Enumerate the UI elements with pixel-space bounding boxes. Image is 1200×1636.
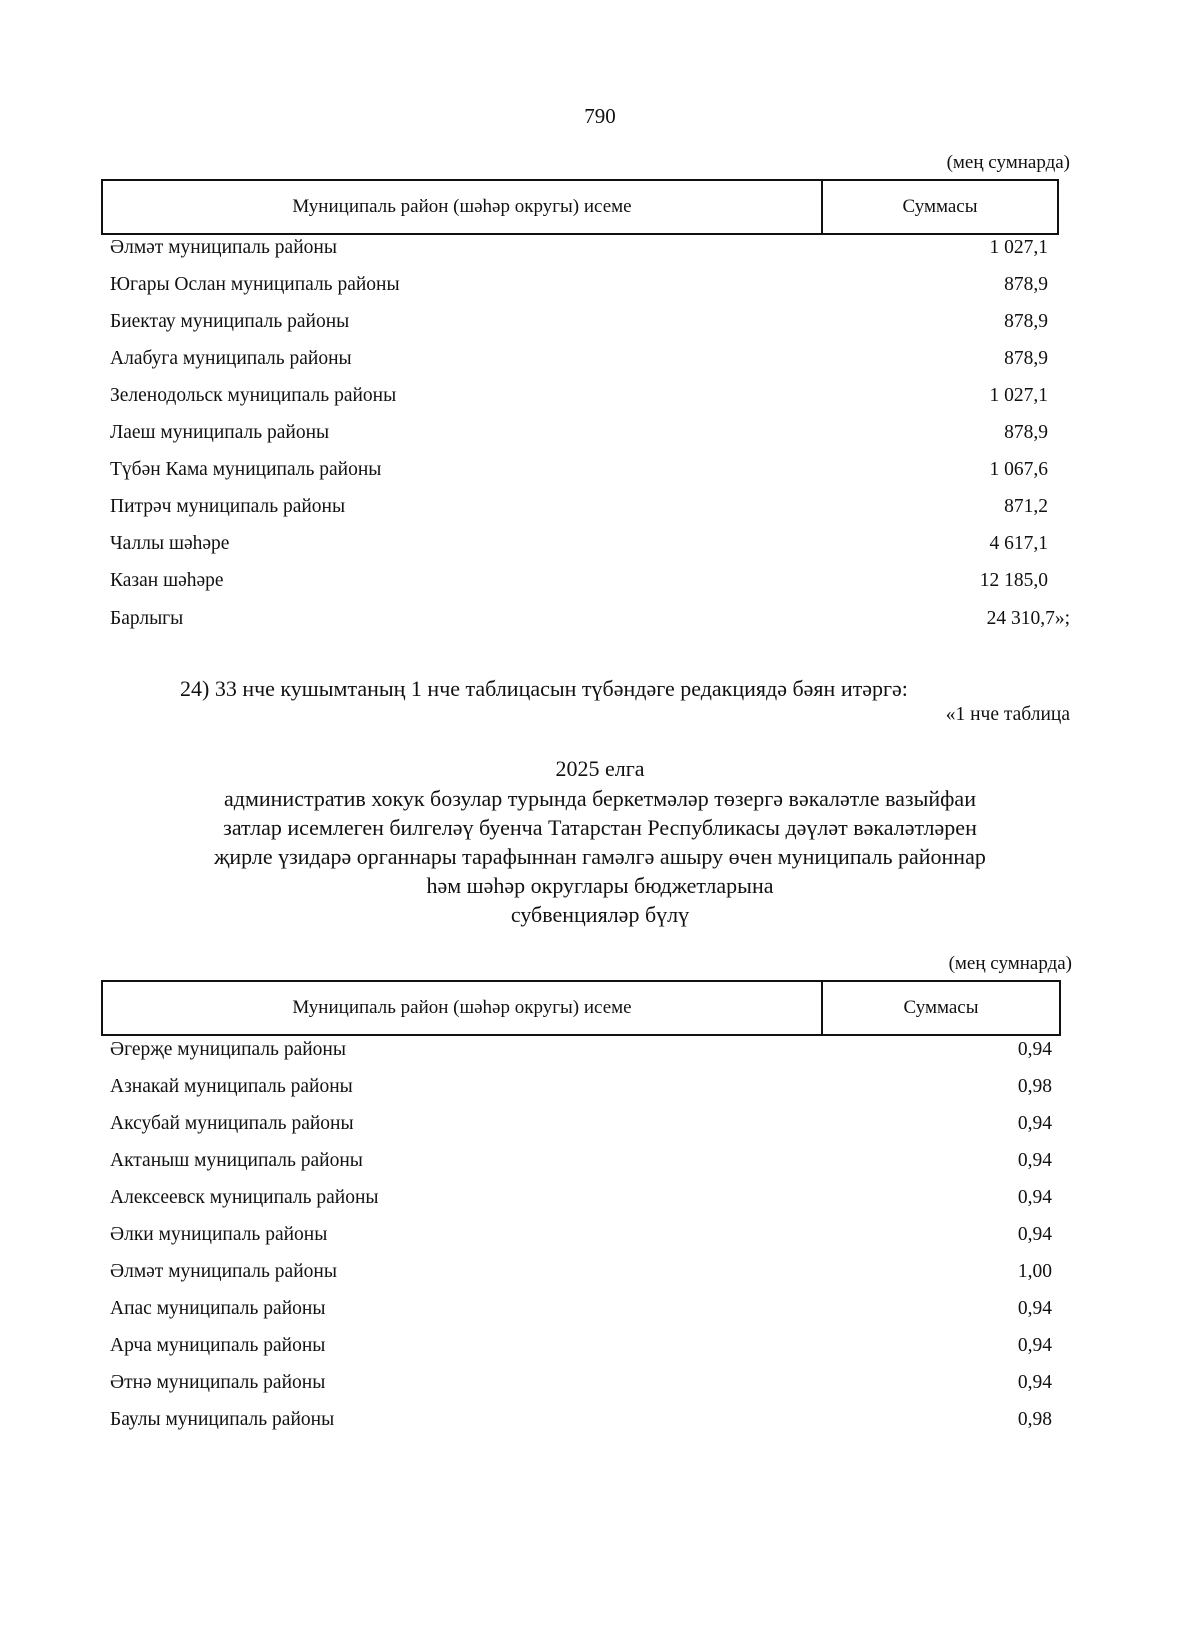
table-row — [110, 377, 1048, 414]
table-row — [110, 1290, 1052, 1327]
row-name: Алексеевск муниципаль районы — [110, 1186, 379, 1208]
table1-header-name: Муниципаль район (шәһәр округы) исеме — [103, 181, 823, 233]
table-row — [110, 525, 1048, 562]
row-name: Лаеш муниципаль районы — [110, 421, 330, 443]
table-row — [110, 1364, 1052, 1401]
row-sum: 24 310,7»; — [986, 607, 1070, 629]
table-row — [110, 488, 1048, 525]
table-row — [110, 1216, 1052, 1253]
row-sum: 0,94 — [1017, 1112, 1052, 1134]
title-line: субвенцияләр бүлү — [510, 902, 690, 927]
row-name: Әлки муниципаль районы — [110, 1223, 328, 1245]
row-sum: 0,94 — [1017, 1038, 1052, 1060]
row-name: Апас муниципаль районы — [110, 1297, 326, 1319]
table2-header-name: Муниципаль район (шәһәр округы) исеме — [103, 982, 823, 1034]
row-name: Түбән Кама муниципаль районы — [110, 458, 382, 480]
row-sum: 12 185,0 — [979, 569, 1048, 591]
row-sum: 878,9 — [1004, 421, 1048, 443]
table-row — [110, 266, 1048, 303]
row-name: Актаныш муниципаль районы — [110, 1149, 363, 1171]
table-row — [110, 303, 1048, 340]
units-label-table1: (мең сумнарда) — [946, 152, 1070, 173]
table-row — [110, 1401, 1052, 1438]
row-sum: 1 067,6 — [989, 458, 1048, 480]
title-line: административ хокук бозулар турында беркетмәләр төзергә вәкаләтле вазыйфаи — [224, 786, 976, 811]
row-sum: 871,2 — [1004, 495, 1048, 517]
table2-header-sum: Суммасы — [903, 997, 979, 1018]
title-line: 2025 елга — [555, 756, 645, 781]
row-sum: 0,98 — [1017, 1408, 1052, 1430]
row-name: Азнакай муниципаль районы — [110, 1075, 353, 1097]
row-sum: 0,94 — [1017, 1149, 1052, 1171]
table-row — [110, 229, 1048, 266]
title-line: җирле үзидарә органнары тарафыннан гамәлгә ашыру өчен муниципаль районнар — [214, 844, 986, 869]
row-sum: 1 027,1 — [989, 236, 1048, 258]
table-row-total — [110, 600, 1070, 637]
row-name: Биектау муниципаль районы — [110, 310, 350, 332]
row-sum: 0,94 — [1017, 1297, 1052, 1319]
row-sum: 878,9 — [1004, 273, 1048, 295]
title-line: затлар исемлеген билгеләү буенча Татарстан Республикасы дәүләт вәкаләтләрен — [223, 815, 977, 840]
row-sum: 0,94 — [1017, 1334, 1052, 1356]
row-sum: 1 027,1 — [989, 384, 1048, 406]
row-sum: 1,00 — [1017, 1260, 1052, 1282]
table-row — [110, 451, 1048, 488]
table-row — [110, 340, 1048, 377]
row-sum: 878,9 — [1004, 347, 1048, 369]
table2-header — [101, 980, 1061, 1036]
row-name: Әгерҗе муниципаль районы — [110, 1038, 346, 1060]
row-name: Алабуга муниципаль районы — [110, 347, 352, 369]
row-name: Чаллы шәһәре — [110, 532, 230, 554]
table1-header-sum: Суммасы — [902, 196, 978, 217]
row-name: Әлмәт муниципаль районы — [110, 236, 337, 258]
row-name: Зеленодольск муниципаль районы — [110, 384, 397, 406]
row-sum: 0,94 — [1017, 1371, 1052, 1393]
units-label-table2: (мең сумнарда) — [948, 953, 1072, 974]
row-sum: 0,98 — [1017, 1075, 1052, 1097]
table1-header — [101, 179, 1059, 235]
row-name: Арча муниципаль районы — [110, 1334, 326, 1356]
row-name: Аксубай муниципаль районы — [110, 1112, 354, 1134]
row-name: Баулы муниципаль районы — [110, 1408, 335, 1430]
row-name: Казан шәһәре — [110, 569, 224, 591]
row-sum: 0,94 — [1017, 1186, 1052, 1208]
instruction-paragraph: 24) 33 нче кушымтаның 1 нче таблицасын түбәндәге редакциядә бәян итәргә: — [180, 676, 908, 701]
row-name: Әтнә муниципаль районы — [110, 1371, 326, 1393]
table-row — [110, 1068, 1052, 1105]
row-sum: 4 617,1 — [989, 532, 1048, 554]
row-sum: 878,9 — [1004, 310, 1048, 332]
row-name: Питрәч муниципаль районы — [110, 495, 346, 517]
page-number: 790 — [584, 104, 616, 128]
table-row — [110, 1327, 1052, 1364]
table-row — [110, 414, 1048, 451]
row-sum: 0,94 — [1017, 1223, 1052, 1245]
table-label: «1 нче таблица — [945, 704, 1070, 725]
table-row — [110, 1105, 1052, 1142]
table-row — [110, 1142, 1052, 1179]
table-row — [110, 562, 1048, 599]
title-line: һәм шәһәр округлары бюджетларына — [426, 873, 774, 898]
table-row — [110, 1179, 1052, 1216]
table-row — [110, 1031, 1052, 1068]
table-row — [110, 1253, 1052, 1290]
row-name: Барлыгы — [110, 607, 184, 629]
row-name: Әлмәт муниципаль районы — [110, 1260, 337, 1282]
row-name: Югары Ослан муниципаль районы — [110, 273, 400, 295]
